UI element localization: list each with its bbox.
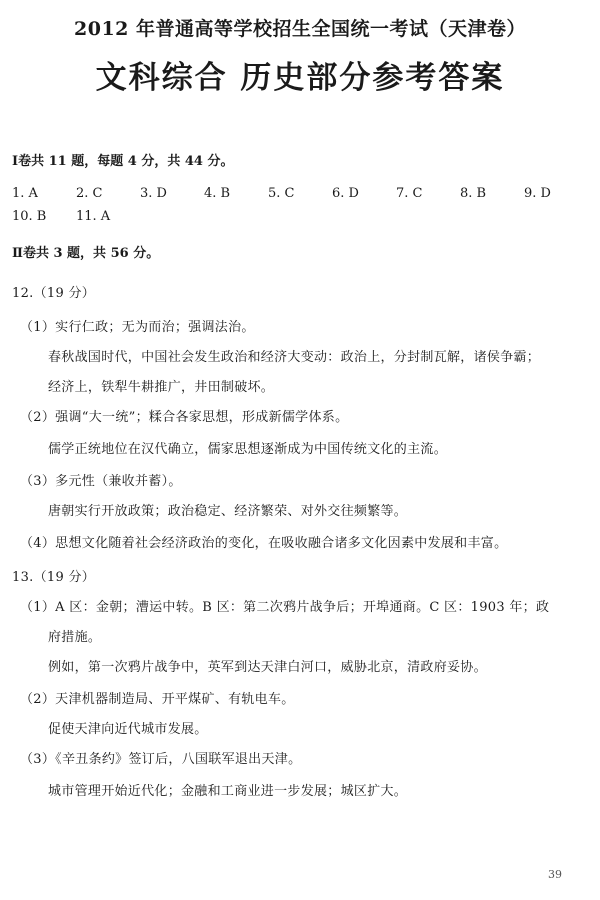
answer-item: 4. B <box>204 186 231 201</box>
answer-item: 6. D <box>332 186 359 201</box>
answer-item: 5. C <box>268 186 295 201</box>
q13-line: 府措施。 <box>48 630 102 645</box>
answer-item: 2. C <box>76 186 103 201</box>
q12-line: 春秋战国时代，中国社会发生政治和经济大变动：政治上，分封制瓦解，诸侯争霸； <box>48 350 541 365</box>
answer-item: 11. A <box>76 209 111 224</box>
part1-heading: Ⅰ卷共 11 题，每题 4 分，共 44 分。 <box>12 154 234 169</box>
q13-line: 城市管理开始近代化；金融和工商业进一步发展；城区扩大。 <box>48 784 408 799</box>
q13-line: 促使天津向近代城市发展。 <box>48 722 208 737</box>
answer-row <box>12 182 572 205</box>
answer-item: 3. D <box>140 186 167 201</box>
answer-item: 10. B <box>12 209 47 224</box>
q12-line: （4）思想文化随着社会经济政治的变化，在吸收融合诸多文化因素中发展和丰富。 <box>20 536 508 551</box>
exam-title: 2012 年普通高等学校招生全国统一考试（天津卷） <box>74 18 526 40</box>
question-13-number: 13.（19 分） <box>12 570 96 585</box>
q12-line: 唐朝实行开放政策；政治稳定、经济繁荣、对外交往频繁等。 <box>48 504 408 519</box>
q12-line: （2）强调“大一统”；糅合各家思想，形成新儒学体系。 <box>20 410 349 425</box>
q13-line: （2）天津机器制造局、开平煤矿、有轨电车。 <box>20 692 295 707</box>
page-number: 39 <box>548 868 562 881</box>
exam-subtitle: 文科综合 历史部分参考答案 <box>95 60 505 96</box>
q12-line: （1）实行仁政；无为而治；强调法治。 <box>20 320 255 335</box>
answer-item: 8. B <box>460 186 487 201</box>
q13-line: 例如，第一次鸦片战争中，英军到达天津白河口，威胁北京，清政府妥协。 <box>48 660 487 675</box>
q12-line: （3）多元性（兼收并蓄）。 <box>20 474 182 489</box>
answer-row <box>12 205 572 228</box>
answer-item: 9. D <box>524 186 551 201</box>
answer-item: 7. C <box>396 186 423 201</box>
q13-line: （3）《辛丑条约》签订后，八国联军退出天津。 <box>20 752 302 767</box>
part2-heading: Ⅱ卷共 3 题，共 56 分。 <box>12 246 160 261</box>
part1-answer-list <box>12 182 572 228</box>
question-12-number: 12.（19 分） <box>12 286 96 301</box>
q12-line: 儒学正统地位在汉代确立，儒家思想逐渐成为中国传统文化的主流。 <box>48 442 448 457</box>
q12-line: 经济上，铁犁牛耕推广，井田制破坏。 <box>48 380 275 395</box>
answer-item: 1. A <box>12 186 38 201</box>
q13-line: （1）A 区：金朝；漕运中转。B 区：第二次鸦片战争后；开埠通商。C 区：1903 年；政 <box>20 600 550 615</box>
